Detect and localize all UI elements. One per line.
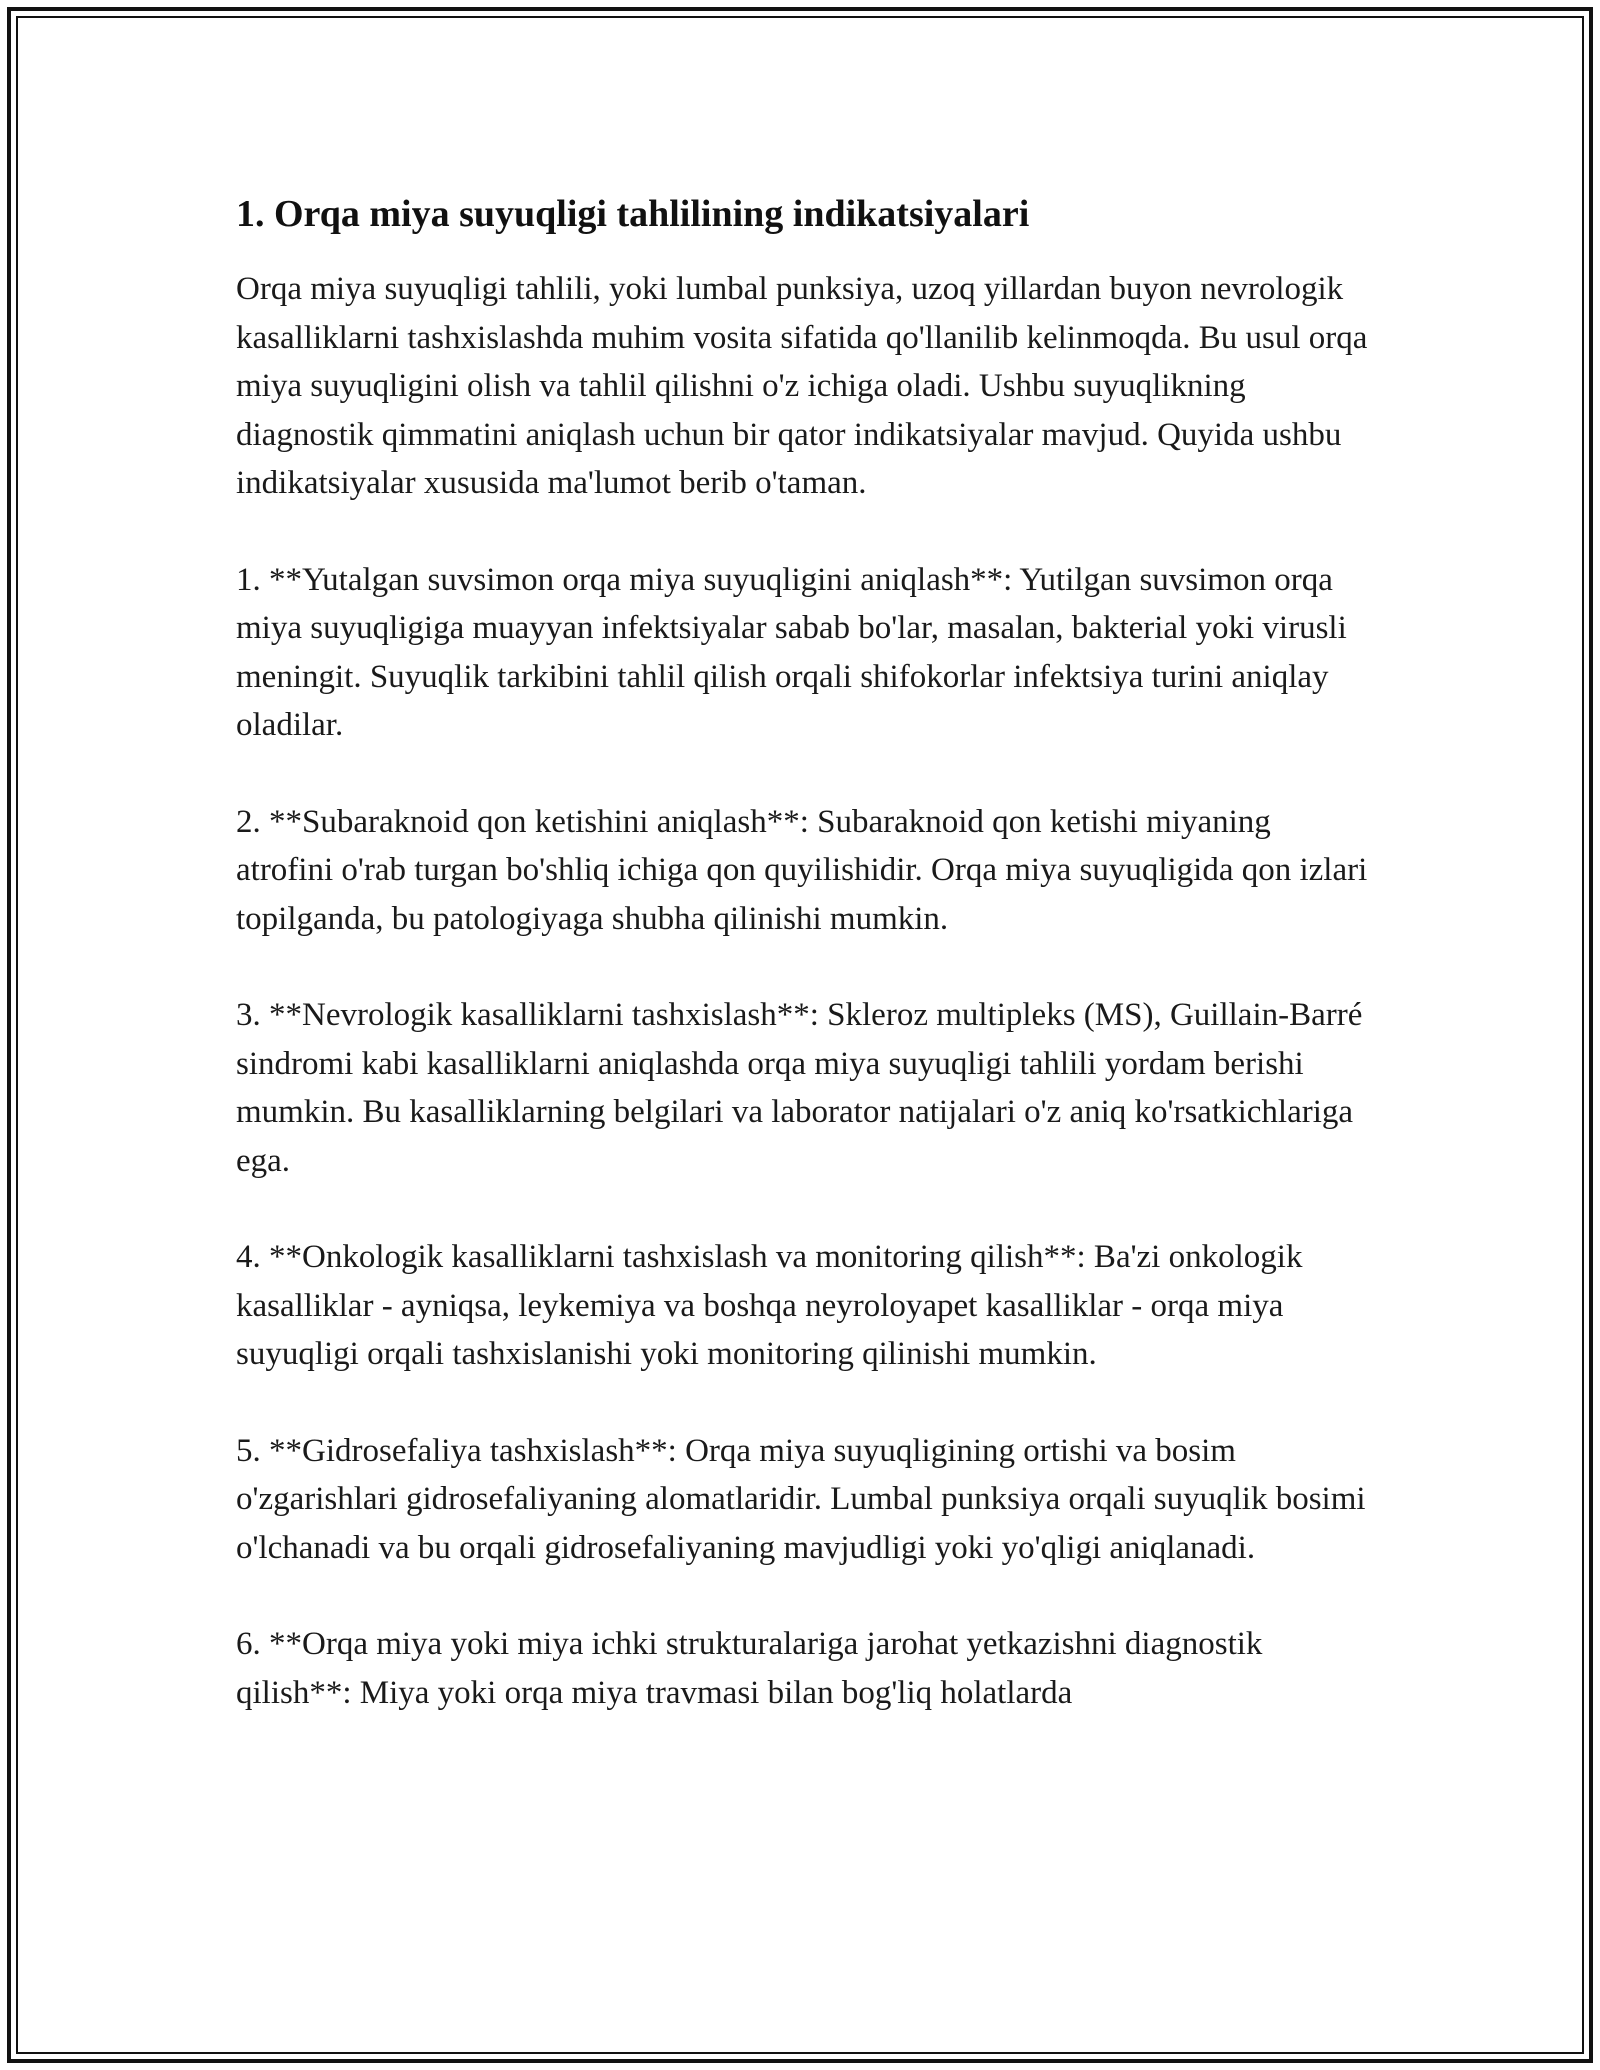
intro-paragraph: Orqa miya suyuqligi tahlili, yoki lumbal punksiya, uzoq yillardan buyon nevrologik kasalliklarni tashxislashda muhim vosita sifatida qo'llanilib kelinmoqda. Bu usul orqa miya suyuqligini olish va tahlil qilishni o'z ichiga oladi. Ushbu suyuqlikning diagnostik qimmatini aniqlash uchun bir qator indikatsiyalar mavjud. Quyida ushbu indikatsiyalar xususida ma'lumot berib o'taman. [236,271,1368,501]
indication-4-paragraph: 4. **Onkologik kasalliklarni tashxislash va monitoring qilish**: Ba'zi onkologik kasalliklar - ayniqsa, leykemiya va boshqa neyroloyapet kasalliklar - orqa miya suyuqligi orqali tashxislanishi yoki monitoring qilinishi mumkin. [236,1239,1303,1372]
indication-3-paragraph: 3. **Nevrologik kasalliklarni tashxislash**: Skleroz multipleks (MS), Guillain-Barré sindromi kabi kasalliklarni aniqlashda orqa miya suyuqligi tahlili yordam berishi mumkin. Bu kasalliklarning belgilari va laborator natijalari o'z aniq ko'rsatkichlariga ega. [236,997,1363,1179]
indication-1-paragraph: 1. **Yutalgan suvsimon orqa miya suyuqligini aniqlash**: Yutilgan suvsimon orqa miya suyuqligiga muayyan infektsiyalar sabab bo'lar, masalan, bakterial yoki virusli meningit. Suyuqlik tarkibini tahlil qilish orqali shifokorlar infektsiya turini aniqlay oladilar. [236,561,1347,743]
document-body [236,185,1376,1765]
indication-2-paragraph: 2. **Subaraknoid qon ketishini aniqlash**: Subaraknoid qon ketishi miyaning atrofini o'rab turgan bo'shliq ichiga qon quyilishidir. Orqa miya suyuqligida qon izlari topilganda, bu patologiyaga shubha qilinishi mumkin. [236,803,1368,937]
indication-6-paragraph: 6. **Orqa miya yoki miya ichki strukturalariga jarohat yetkazishni diagnostik qilish**: Miya yoki orqa miya travmasi bilan bog'liq holatlarda [236,1626,1263,1711]
indication-5-paragraph: 5. **Gidrosefaliya tashxislash**: Orqa miya suyuqligining ortishi va bosim o'zgarishlari gidrosefaliyaning alomatlaridir. Lumbal punksiya orqali suyuqlik bosimi o'lchanadi va bu orqali gidrosefaliyaning mavjudligi yoki yo'qligi aniqlanadi. [236,1432,1366,1566]
section-heading: 1. Orqa miya suyuqligi tahlilining indikatsiyalari [236,193,1030,235]
